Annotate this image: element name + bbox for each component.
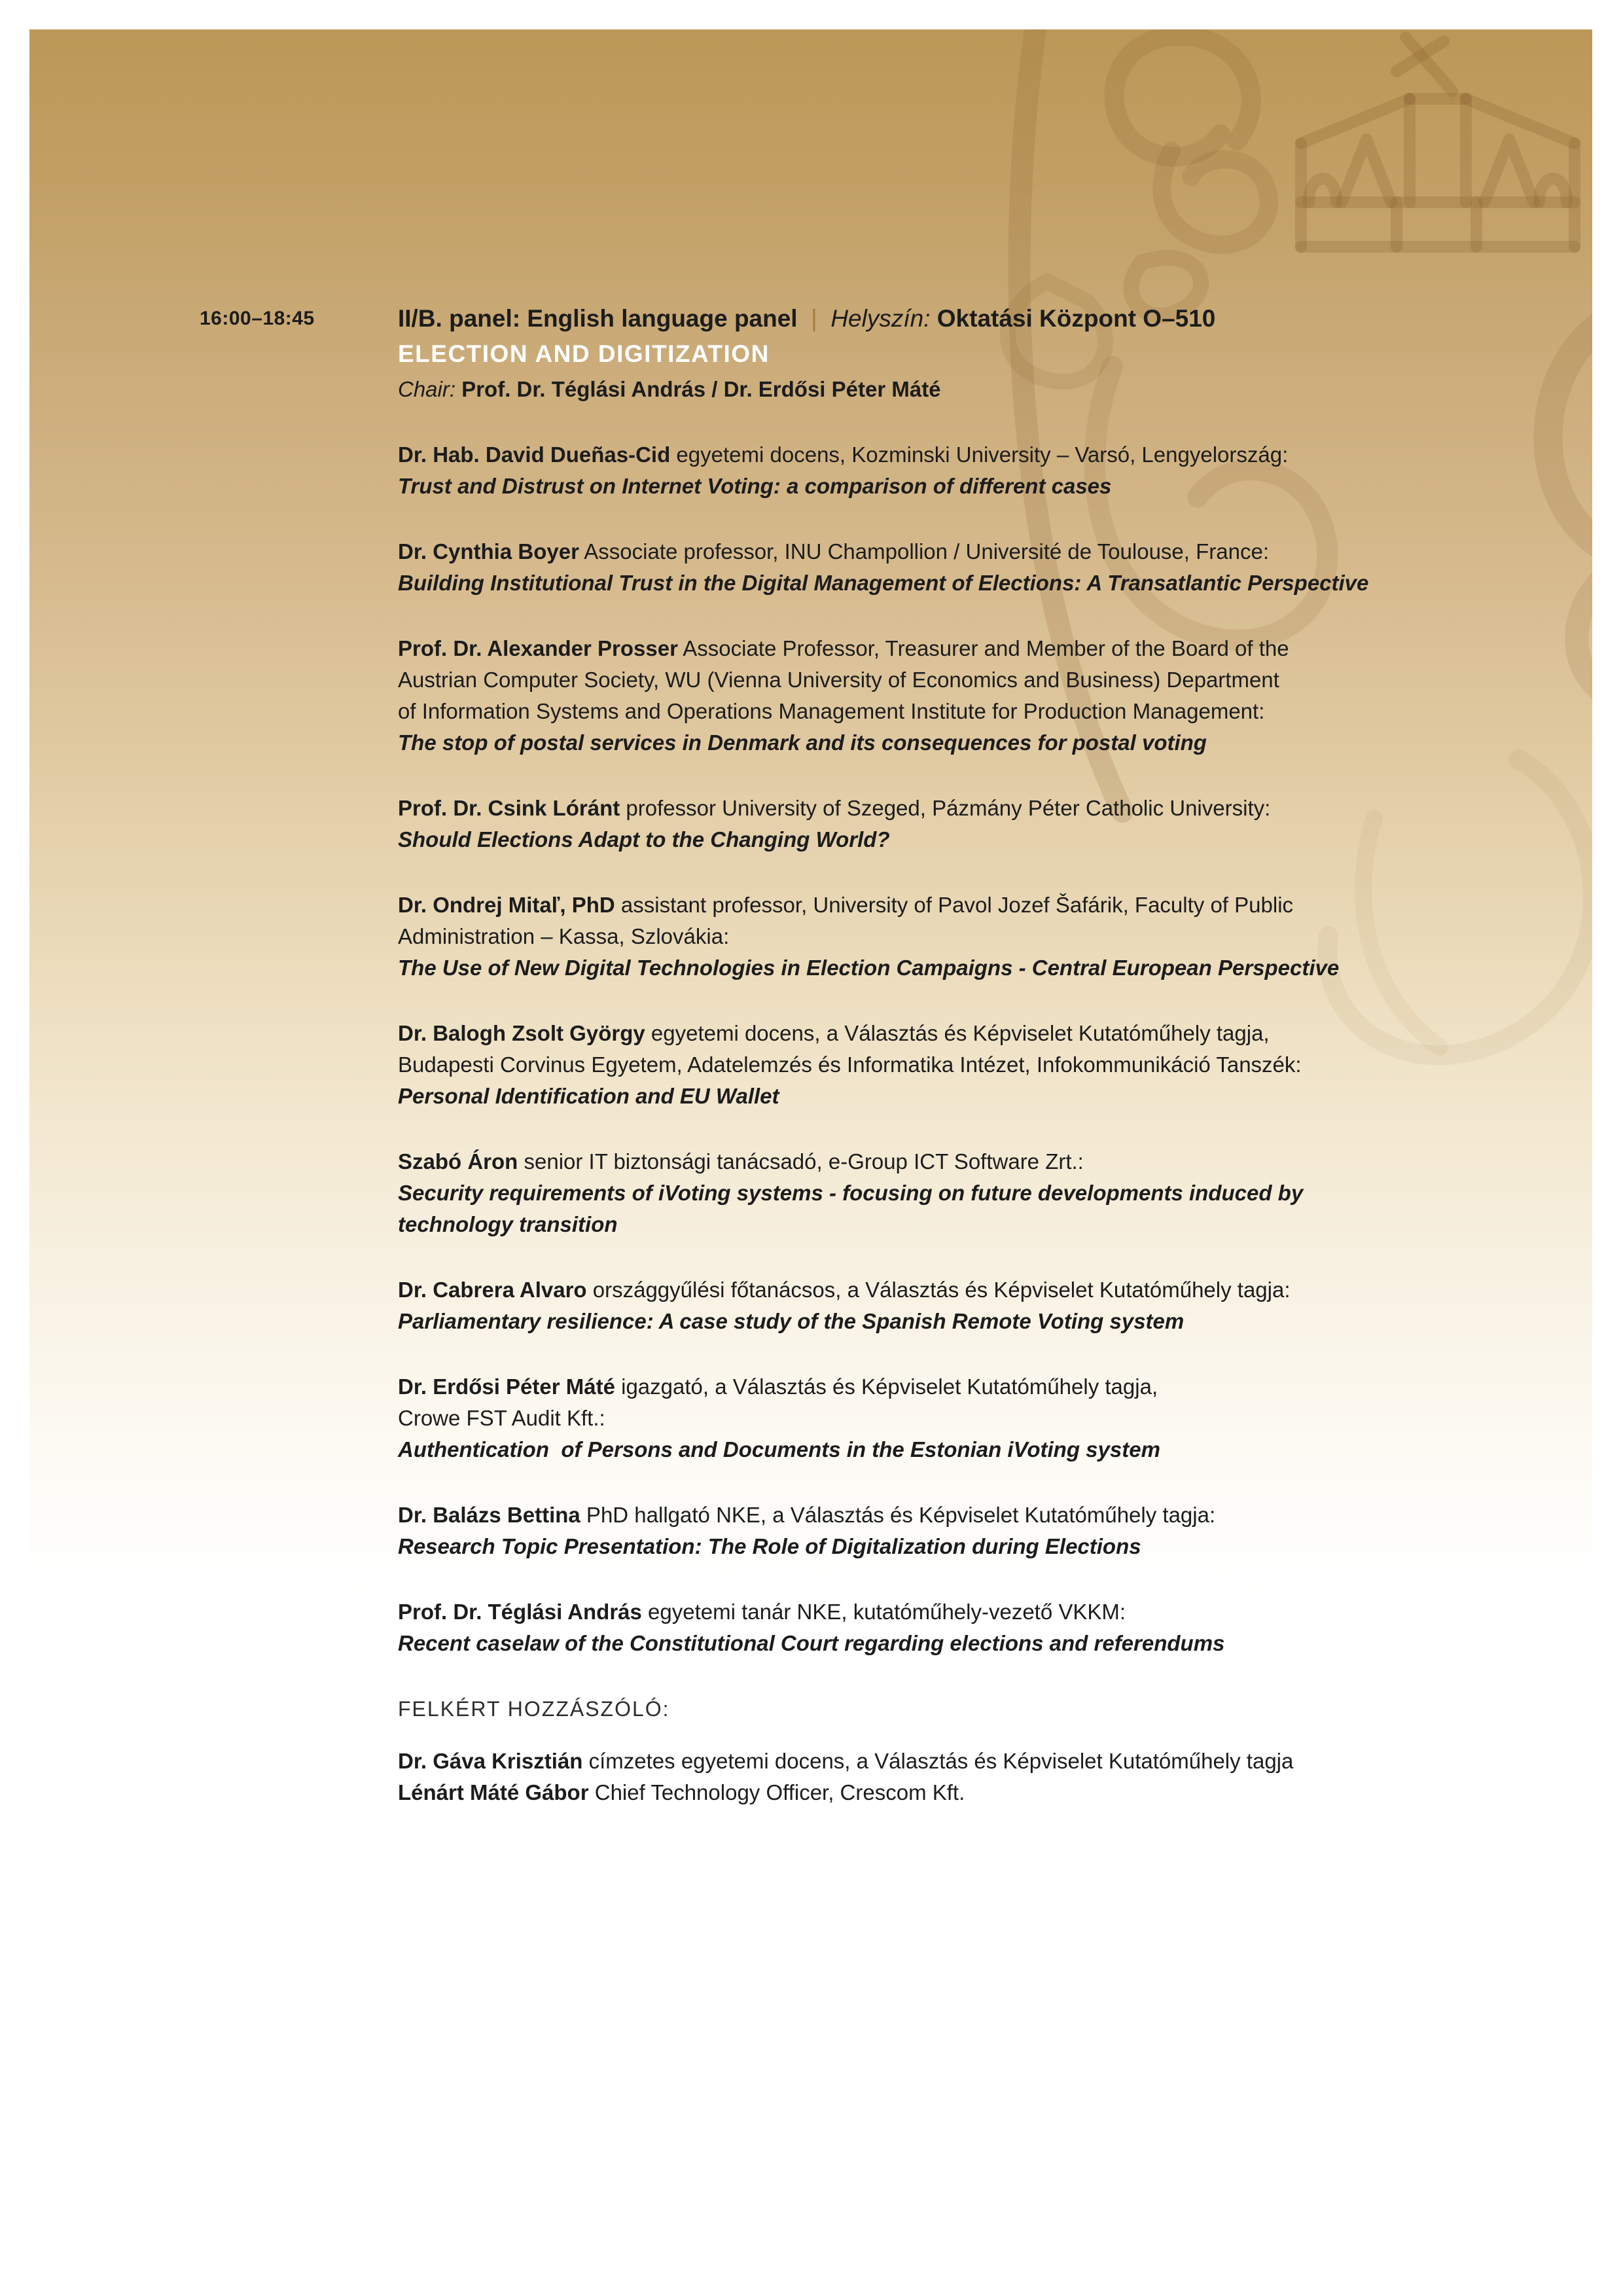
text-line bbox=[398, 952, 1524, 984]
speaker-entry bbox=[398, 536, 1524, 599]
speaker-entry bbox=[398, 1499, 1524, 1562]
speaker-entry bbox=[398, 1018, 1524, 1112]
text-segment: Dr. Cynthia Boyer bbox=[398, 539, 579, 564]
text-segment: Research Topic Presentation: The Role of Digitalization during Elections bbox=[398, 1534, 1141, 1558]
text-line bbox=[398, 1306, 1524, 1337]
text-line bbox=[398, 1434, 1524, 1465]
text-segment: Should Elections Adapt to the Changing World? bbox=[398, 827, 890, 852]
text-segment: technology transition bbox=[398, 1212, 618, 1236]
session-time: 16:00–18:45 bbox=[200, 308, 315, 329]
text-line bbox=[398, 536, 1524, 567]
text-segment: Administration – Kassa, Szlovákia: bbox=[398, 924, 730, 948]
text-segment: Associate Professor, Treasurer and Member of the Board of the bbox=[677, 636, 1289, 660]
text-line bbox=[398, 889, 1524, 921]
text-line bbox=[398, 1746, 1524, 1777]
text-segment: Dr. Erdősi Péter Máté bbox=[398, 1374, 615, 1399]
text-segment: Prof. Dr. Téglási András bbox=[398, 1600, 642, 1624]
speaker-entry bbox=[398, 889, 1524, 984]
text-segment: Prof. Dr. Csink Lóránt bbox=[398, 796, 620, 820]
crown-icon bbox=[1301, 37, 1575, 247]
speaker-entry bbox=[398, 1146, 1524, 1240]
speaker-entry bbox=[398, 1371, 1524, 1465]
text-segment: egyetemi docens, Kozminski University – Varsó, Lengyelország: bbox=[670, 442, 1289, 467]
text-line bbox=[398, 793, 1524, 824]
speaker-list bbox=[398, 439, 1524, 1659]
text-segment: Szabó Áron bbox=[398, 1149, 518, 1174]
text-segment: Security requirements of iVoting systems - focusing on future developments induced by bbox=[398, 1181, 1304, 1205]
text-segment: Lénárt Máté Gábor bbox=[398, 1780, 589, 1804]
text-segment: Prof. Dr. Téglási András / Dr. Erdősi Péter Máté bbox=[461, 377, 941, 401]
text-segment: egyetemi tanár NKE, kutatóműhely-vezető VKKM: bbox=[641, 1600, 1126, 1624]
text-segment: professor University of Szeged, Pázmány Péter Catholic University: bbox=[620, 796, 1271, 820]
panel-subtitle: ELECTION AND DIGITIZATION bbox=[398, 340, 770, 367]
speaker-entry bbox=[398, 1274, 1524, 1337]
text-line bbox=[398, 633, 1524, 664]
text-segment: Chief Technology Officer, Crescom Kft. bbox=[588, 1780, 965, 1804]
text-line bbox=[398, 1274, 1524, 1306]
text-line bbox=[398, 1403, 1524, 1434]
text-line bbox=[398, 1018, 1524, 1049]
text-line bbox=[398, 1049, 1524, 1081]
text-segment: Austrian Computer Society, WU (Vienna University of Economics and Business) Department bbox=[398, 668, 1279, 692]
text-segment: Authentication of Persons and Documents in the Estonian iVoting system bbox=[398, 1437, 1160, 1462]
speaker-entry bbox=[398, 793, 1524, 855]
invited-commenters-list bbox=[398, 1746, 1524, 1808]
text-line bbox=[398, 471, 1524, 502]
panel-title bbox=[398, 301, 1524, 336]
text-segment: PhD hallgató NKE, a Választás és Képviselet Kutatóműhely tagja: bbox=[580, 1503, 1216, 1527]
text-segment: országgyűlési főtanácsos, a Választás és Képviselet Kutatóműhely tagja: bbox=[586, 1278, 1291, 1302]
text-line bbox=[398, 1081, 1524, 1112]
speaker-entry bbox=[398, 439, 1524, 502]
text-segment: Parliamentary resilience: A case study of the Spanish Remote Voting system bbox=[398, 1309, 1185, 1333]
text-line bbox=[398, 1371, 1524, 1403]
text-line bbox=[398, 1777, 1524, 1808]
text-segment: Dr. Balogh Zsolt György bbox=[398, 1021, 645, 1045]
text-segment: Dr. Hab. David Dueñas-Cid bbox=[398, 442, 671, 467]
invited-entry bbox=[398, 1746, 1524, 1777]
text-segment: Oktatási Központ O–510 bbox=[936, 305, 1216, 332]
chair-line bbox=[398, 372, 1524, 407]
speaker-entry bbox=[398, 633, 1524, 759]
text-segment: Dr. Balázs Bettina bbox=[398, 1503, 580, 1527]
text-line bbox=[398, 727, 1524, 759]
text-line bbox=[398, 439, 1524, 471]
text-line bbox=[398, 1628, 1524, 1659]
text-segment: | bbox=[797, 305, 831, 332]
text-segment: Personal Identification and EU Wallet bbox=[398, 1084, 779, 1108]
text-line bbox=[398, 1146, 1524, 1177]
text-segment: Chair: bbox=[398, 377, 462, 401]
text-segment: igazgató, a Választás és Képviselet Kutatóműhely tagja, bbox=[615, 1374, 1158, 1399]
invited-commenters-label: FELKÉRT HOZZÁSZÓLÓ: bbox=[398, 1697, 670, 1721]
text-line bbox=[398, 921, 1524, 952]
text-segment: Budapesti Corvinus Egyetem, Adatelemzés és Informatika Intézet, Infokommunikáció Tanszék: bbox=[398, 1052, 1302, 1077]
text-segment: II/B. panel: English language panel bbox=[398, 305, 798, 332]
text-segment: assistant professor, University of Pavol Jozef Šafárik, Faculty of Public bbox=[615, 893, 1294, 917]
text-line bbox=[398, 1499, 1524, 1531]
text-segment: Recent caselaw of the Constitutional Court regarding elections and referendums bbox=[398, 1631, 1225, 1655]
text-segment: Prof. Dr. Alexander Prosser bbox=[398, 636, 678, 660]
text-segment: The Use of New Digital Technologies in Election Campaigns - Central European Perspective bbox=[398, 956, 1340, 980]
text-segment: Building Institutional Trust in the Digital Management of Elections: A Transatlantic Perspective bbox=[398, 571, 1369, 595]
speaker-entry bbox=[398, 1596, 1524, 1659]
text-line bbox=[398, 1177, 1524, 1209]
text-segment: Trust and Distrust on Internet Voting: a comparison of different cases bbox=[398, 474, 1112, 498]
text-segment: Dr. Gáva Krisztián bbox=[398, 1749, 583, 1773]
text-segment: senior IT biztonsági tanácsadó, e-Group ICT Software Zrt.: bbox=[518, 1149, 1084, 1174]
text-segment: Dr. Ondrej Mitaľ, PhD bbox=[398, 893, 615, 917]
text-line bbox=[398, 664, 1524, 696]
text-segment: Associate professor, INU Champollion / Université de Toulouse, France: bbox=[579, 539, 1269, 564]
text-line bbox=[398, 1596, 1524, 1628]
text-segment: Helyszín: bbox=[830, 305, 937, 332]
text-segment: The stop of postal services in Denmark and its consequences for postal voting bbox=[398, 730, 1207, 755]
text-line bbox=[398, 567, 1524, 599]
program-content bbox=[398, 301, 1524, 1808]
invited-entry bbox=[398, 1777, 1524, 1808]
text-segment: egyetemi docens, a Választás és Képviselet Kutatóműhely tagja, bbox=[645, 1021, 1270, 1045]
text-segment: címzetes egyetemi docens, a Választás és Képviselet Kutatóműhely tagja bbox=[582, 1749, 1294, 1773]
text-line bbox=[398, 1209, 1524, 1240]
text-segment: of Information Systems and Operations Management Institute for Production Management: bbox=[398, 699, 1265, 723]
text-segment: Dr. Cabrera Alvaro bbox=[398, 1278, 587, 1302]
text-line bbox=[398, 1531, 1524, 1562]
text-line bbox=[398, 824, 1524, 855]
text-line bbox=[398, 696, 1524, 727]
text-segment: Crowe FST Audit Kft.: bbox=[398, 1406, 605, 1430]
